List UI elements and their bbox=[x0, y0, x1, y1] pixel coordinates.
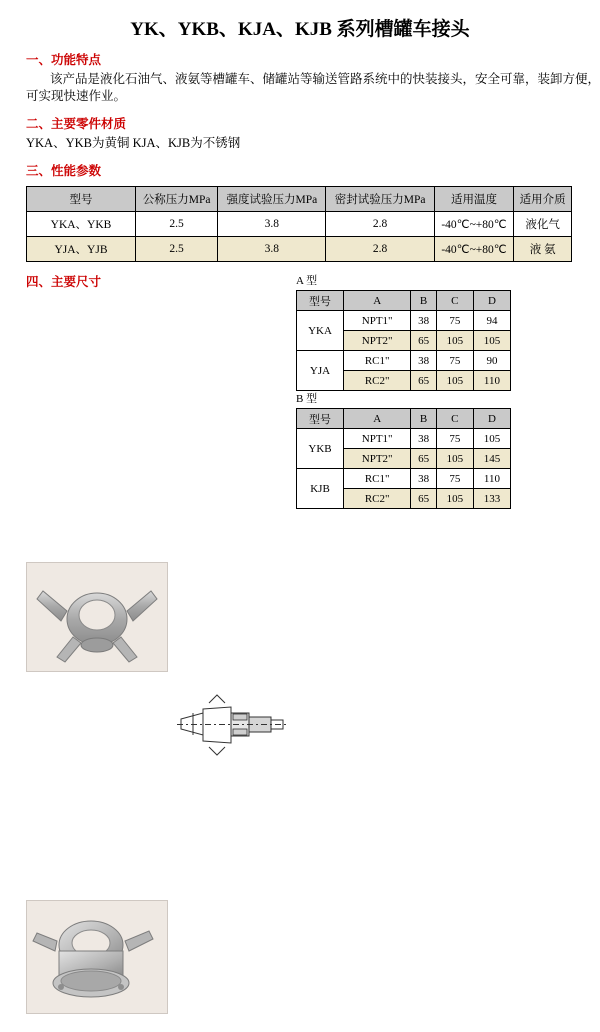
drawing-coupling-b bbox=[172, 1014, 292, 1032]
photo-coupling-b-graphic bbox=[27, 901, 167, 1013]
dim-cell: RC1" bbox=[344, 469, 411, 489]
dim-cell: 105 bbox=[436, 489, 473, 509]
section-1-heading: 一、功能特点 bbox=[26, 53, 102, 67]
spec-cell: -40℃~+80℃ bbox=[434, 237, 514, 262]
dim-cell: NPT1" bbox=[344, 429, 411, 449]
dim-cell: 38 bbox=[411, 469, 436, 489]
table-row bbox=[297, 311, 511, 331]
dim-cell: 105 bbox=[436, 449, 473, 469]
spec-header-cell: 适用介质 bbox=[514, 187, 572, 212]
section-2-heading: 二、主要零件材质 bbox=[26, 117, 127, 131]
spec-cell: -40℃~+80℃ bbox=[434, 212, 514, 237]
spec-header-cell: 密封试验压力MPa bbox=[326, 187, 434, 212]
spec-header-cell: 公称压力MPa bbox=[136, 187, 218, 212]
dimension-table-b bbox=[296, 408, 511, 509]
spec-cell: 2.8 bbox=[326, 212, 434, 237]
dim-cell: NPT1" bbox=[344, 311, 411, 331]
spec-table-wrapper bbox=[26, 186, 600, 262]
dim-cell: 38 bbox=[411, 351, 436, 371]
dimension-table-a bbox=[296, 290, 511, 391]
dim-cell: 75 bbox=[436, 429, 473, 449]
dim-cell: 94 bbox=[473, 311, 510, 331]
dim-header-cell: C bbox=[436, 291, 473, 311]
dim-model-cell: YJA bbox=[297, 351, 344, 391]
table-row bbox=[297, 351, 511, 371]
dim-header-cell: B bbox=[411, 409, 436, 429]
table-row bbox=[27, 237, 572, 262]
spec-cell: 液 氨 bbox=[514, 237, 572, 262]
section-4-heading: 四、主要尺寸 bbox=[26, 275, 102, 289]
dim-header-cell: C bbox=[436, 409, 473, 429]
dim-header-cell: A bbox=[344, 409, 411, 429]
spec-header-cell: 适用温度 bbox=[434, 187, 514, 212]
dim-cell: 105 bbox=[436, 371, 473, 391]
dim-cell: 105 bbox=[473, 429, 510, 449]
photo-coupling-b bbox=[26, 900, 168, 1014]
dim-header-cell: 型号 bbox=[297, 291, 344, 311]
spec-cell: YKA、YKB bbox=[27, 212, 136, 237]
dim-cell: 110 bbox=[473, 371, 510, 391]
table-row bbox=[297, 469, 511, 489]
spec-cell: 2.5 bbox=[136, 237, 218, 262]
table-header-row bbox=[297, 291, 511, 311]
dim-cell: 75 bbox=[436, 311, 473, 331]
spec-cell: 2.5 bbox=[136, 212, 218, 237]
spec-header-cell: 强度试验压力MPa bbox=[218, 187, 326, 212]
table-row bbox=[297, 429, 511, 449]
drawing-coupling-a bbox=[172, 672, 292, 782]
dim-cell: RC2" bbox=[344, 371, 411, 391]
section-3-heading: 三、性能参数 bbox=[26, 164, 102, 178]
dim-header-cell: D bbox=[473, 409, 510, 429]
section-2-text: YKA、YKB为黄铜 KJA、KJB为不锈钢 bbox=[26, 136, 241, 150]
spec-cell: 3.8 bbox=[218, 212, 326, 237]
dim-model-cell: YKA bbox=[297, 311, 344, 351]
dim-table-b-caption: B 型 bbox=[296, 393, 318, 405]
dim-cell: RC2" bbox=[344, 489, 411, 509]
dim-header-cell: A bbox=[344, 291, 411, 311]
dim-cell: 38 bbox=[411, 311, 436, 331]
dim-table-b-wrapper bbox=[296, 390, 511, 509]
dim-cell: 65 bbox=[411, 449, 436, 469]
dim-cell: NPT2" bbox=[344, 331, 411, 351]
dim-cell: NPT2" bbox=[344, 449, 411, 469]
photo-coupling-a-graphic bbox=[27, 563, 167, 671]
dim-header-cell: B bbox=[411, 291, 436, 311]
table-header-row bbox=[27, 187, 572, 212]
dim-header-cell: 型号 bbox=[297, 409, 344, 429]
drawing-coupling-b-graphic bbox=[173, 1015, 291, 1032]
spec-cell: 3.8 bbox=[218, 237, 326, 262]
spec-cell: 2.8 bbox=[326, 237, 434, 262]
dim-cell: 90 bbox=[473, 351, 510, 371]
photo-coupling-a bbox=[26, 562, 168, 672]
dim-cell: 65 bbox=[411, 371, 436, 391]
dim-cell: 133 bbox=[473, 489, 510, 509]
spec-cell: 液化气 bbox=[514, 212, 572, 237]
dim-cell: 38 bbox=[411, 429, 436, 449]
dim-cell: 105 bbox=[473, 331, 510, 351]
dim-cell: RC1" bbox=[344, 351, 411, 371]
drawing-coupling-a-graphic bbox=[173, 673, 291, 781]
dim-cell: 65 bbox=[411, 331, 436, 351]
dim-model-cell: KJB bbox=[297, 469, 344, 509]
table-header-row bbox=[297, 409, 511, 429]
spec-header-cell: 型号 bbox=[27, 187, 136, 212]
dim-cell: 105 bbox=[436, 331, 473, 351]
spec-cell: YJA、YJB bbox=[27, 237, 136, 262]
table-row bbox=[27, 212, 572, 237]
dim-table-a-wrapper bbox=[296, 272, 511, 391]
dim-cell: 110 bbox=[473, 469, 510, 489]
dim-cell: 75 bbox=[436, 351, 473, 371]
dim-model-cell: YKB bbox=[297, 429, 344, 469]
dim-table-a-caption: A 型 bbox=[296, 275, 318, 287]
dim-cell: 65 bbox=[411, 489, 436, 509]
performance-parameters-table bbox=[26, 186, 572, 262]
dim-cell: 75 bbox=[436, 469, 473, 489]
page-title: YK、YKB、KJA、KJB 系列槽罐车接头 bbox=[130, 19, 470, 40]
section-1-text: 该产品是液化石油气、液氨等槽罐车、储罐站等输送管路系统中的快装接头，安全可靠，装卸方便，可实现快速作业。 bbox=[26, 72, 600, 103]
dim-header-cell: D bbox=[473, 291, 510, 311]
dim-cell: 145 bbox=[473, 449, 510, 469]
